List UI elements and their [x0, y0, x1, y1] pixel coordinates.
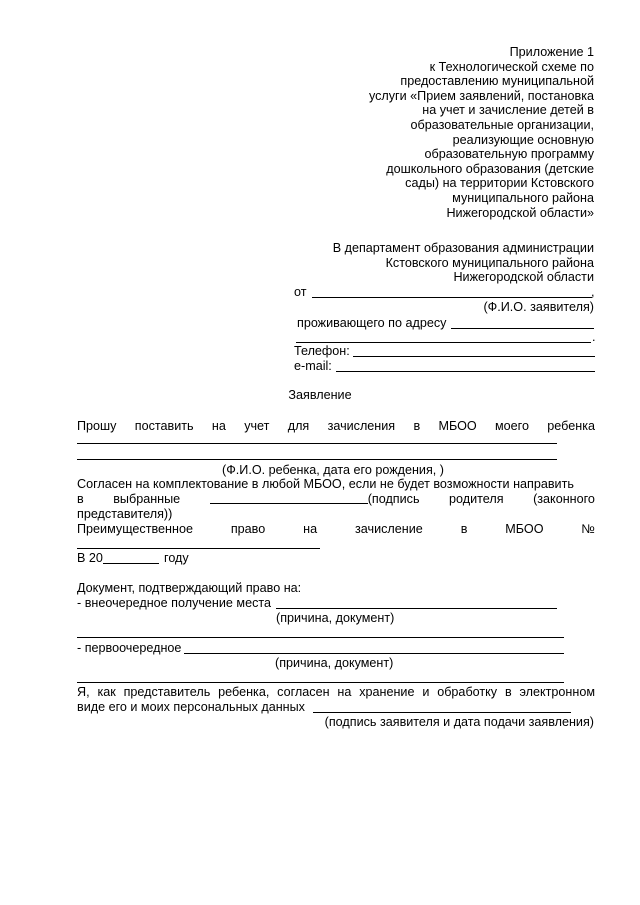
- comma: ,: [591, 285, 595, 299]
- addressee-block: [274, 241, 594, 285]
- email-label: e-mail:: [294, 359, 332, 373]
- reason-hint-2: (причина, документ): [275, 656, 394, 670]
- address-field-1[interactable]: [451, 328, 594, 329]
- request-word: на: [211, 419, 226, 433]
- consent-signature-field[interactable]: [210, 503, 368, 504]
- extraordinary-field[interactable]: [276, 608, 557, 609]
- request-word: зачисления: [327, 419, 396, 433]
- appendix-line: образовательную программу: [424, 147, 594, 162]
- consent-line-1: Согласен на комплектование в любой МБОО, если не будет возможности направить: [77, 477, 574, 491]
- document-title: Заявление: [288, 388, 352, 402]
- year-prefix: В 20: [77, 551, 103, 565]
- consent-word: выбранные: [113, 492, 181, 506]
- request-word: поставить: [134, 419, 194, 433]
- request-word: учет: [244, 419, 270, 433]
- fio-hint: (Ф.И.О. заявителя): [483, 300, 594, 314]
- phone-field[interactable]: [353, 356, 595, 357]
- appendix-line: предоставлению муниципальной: [400, 74, 594, 89]
- addressee-line: В департамент образования администрации: [332, 241, 594, 255]
- consent-word: (законного: [533, 492, 595, 506]
- first-priority-field[interactable]: [184, 653, 564, 654]
- priority-word: в: [460, 522, 468, 536]
- request-word: МБОО: [438, 419, 477, 433]
- priority-word: право: [230, 522, 266, 536]
- priority-label: - первоочередное: [77, 641, 182, 655]
- priority-word: №: [581, 522, 595, 536]
- year-suffix: году: [164, 551, 189, 565]
- appendix-line: образовательные организации,: [410, 117, 594, 132]
- address-field-2[interactable]: [296, 342, 591, 343]
- priority-line: [77, 522, 595, 537]
- appendix-line: Нижегородской области»: [446, 205, 594, 220]
- priority-word: Преимущественное: [77, 522, 193, 536]
- appendix-line: услуги «Прием заявлений, постановка: [368, 88, 594, 103]
- consent-line-3: представителя)): [77, 507, 173, 521]
- consent-line-2: [77, 492, 595, 507]
- signature-hint: (подпись заявителя и дата подачи заявления): [324, 715, 594, 729]
- first-priority-field-2[interactable]: [77, 682, 564, 683]
- pd-signature-field[interactable]: [313, 712, 571, 713]
- request-line: [77, 419, 595, 434]
- consent-signature: [210, 492, 420, 507]
- document-heading: Документ, подтверждающий право на:: [77, 581, 302, 595]
- request-word: моего: [494, 419, 529, 433]
- consent-word: (подпись: [367, 492, 420, 506]
- request-word: Прошу: [77, 419, 117, 433]
- request-word: в: [413, 419, 421, 433]
- consent-word: родителя: [449, 492, 504, 506]
- child-name-field-2[interactable]: [77, 459, 557, 460]
- appendix-line: сады) на территории Кстовского: [405, 176, 594, 191]
- reason-hint-1: (причина, документ): [276, 611, 395, 625]
- from-label: от: [294, 285, 307, 299]
- appendix-note: [294, 45, 594, 220]
- priority-word: зачисление: [355, 522, 423, 536]
- appendix-line: на учет и зачисление детей в: [422, 103, 594, 118]
- request-word: для: [287, 419, 310, 433]
- priority-field[interactable]: [77, 548, 320, 549]
- address-label: проживающего по адресу: [297, 316, 447, 330]
- period: .: [592, 330, 596, 344]
- appendix-line: дошкольного образования (детские: [386, 161, 594, 176]
- appendix-line: Приложение 1: [509, 45, 594, 59]
- appendix-line: реализующие основную: [452, 132, 594, 147]
- child-hint: (Ф.И.О. ребенка, дата его рождения, ): [222, 463, 444, 477]
- consent-word: в: [77, 492, 84, 506]
- appendix-line: муниципального района: [452, 190, 594, 205]
- addressee-line: Нижегородской области: [453, 270, 594, 285]
- appendix-line: к Технологической схеме по: [429, 59, 594, 74]
- email-field[interactable]: [336, 371, 595, 372]
- phone-label: Телефон:: [294, 344, 350, 358]
- applicant-name-field[interactable]: [312, 297, 592, 298]
- child-name-field-1[interactable]: [77, 443, 557, 444]
- pd-line-2: виде его и моих персональных данных: [77, 700, 305, 714]
- addressee-line: Кстовского муниципального района: [385, 255, 594, 270]
- extraordinary-field-2[interactable]: [77, 637, 564, 638]
- priority-word: МБОО: [505, 522, 544, 536]
- pd-line-1: Я, как представитель ребенка, согласен на хранение и обработку в электронном: [77, 685, 595, 699]
- priority-word: на: [303, 522, 318, 536]
- year-field[interactable]: [103, 563, 159, 564]
- extraordinary-label: - внеочередное получение места: [77, 596, 272, 610]
- request-word: ребенка: [547, 419, 595, 433]
